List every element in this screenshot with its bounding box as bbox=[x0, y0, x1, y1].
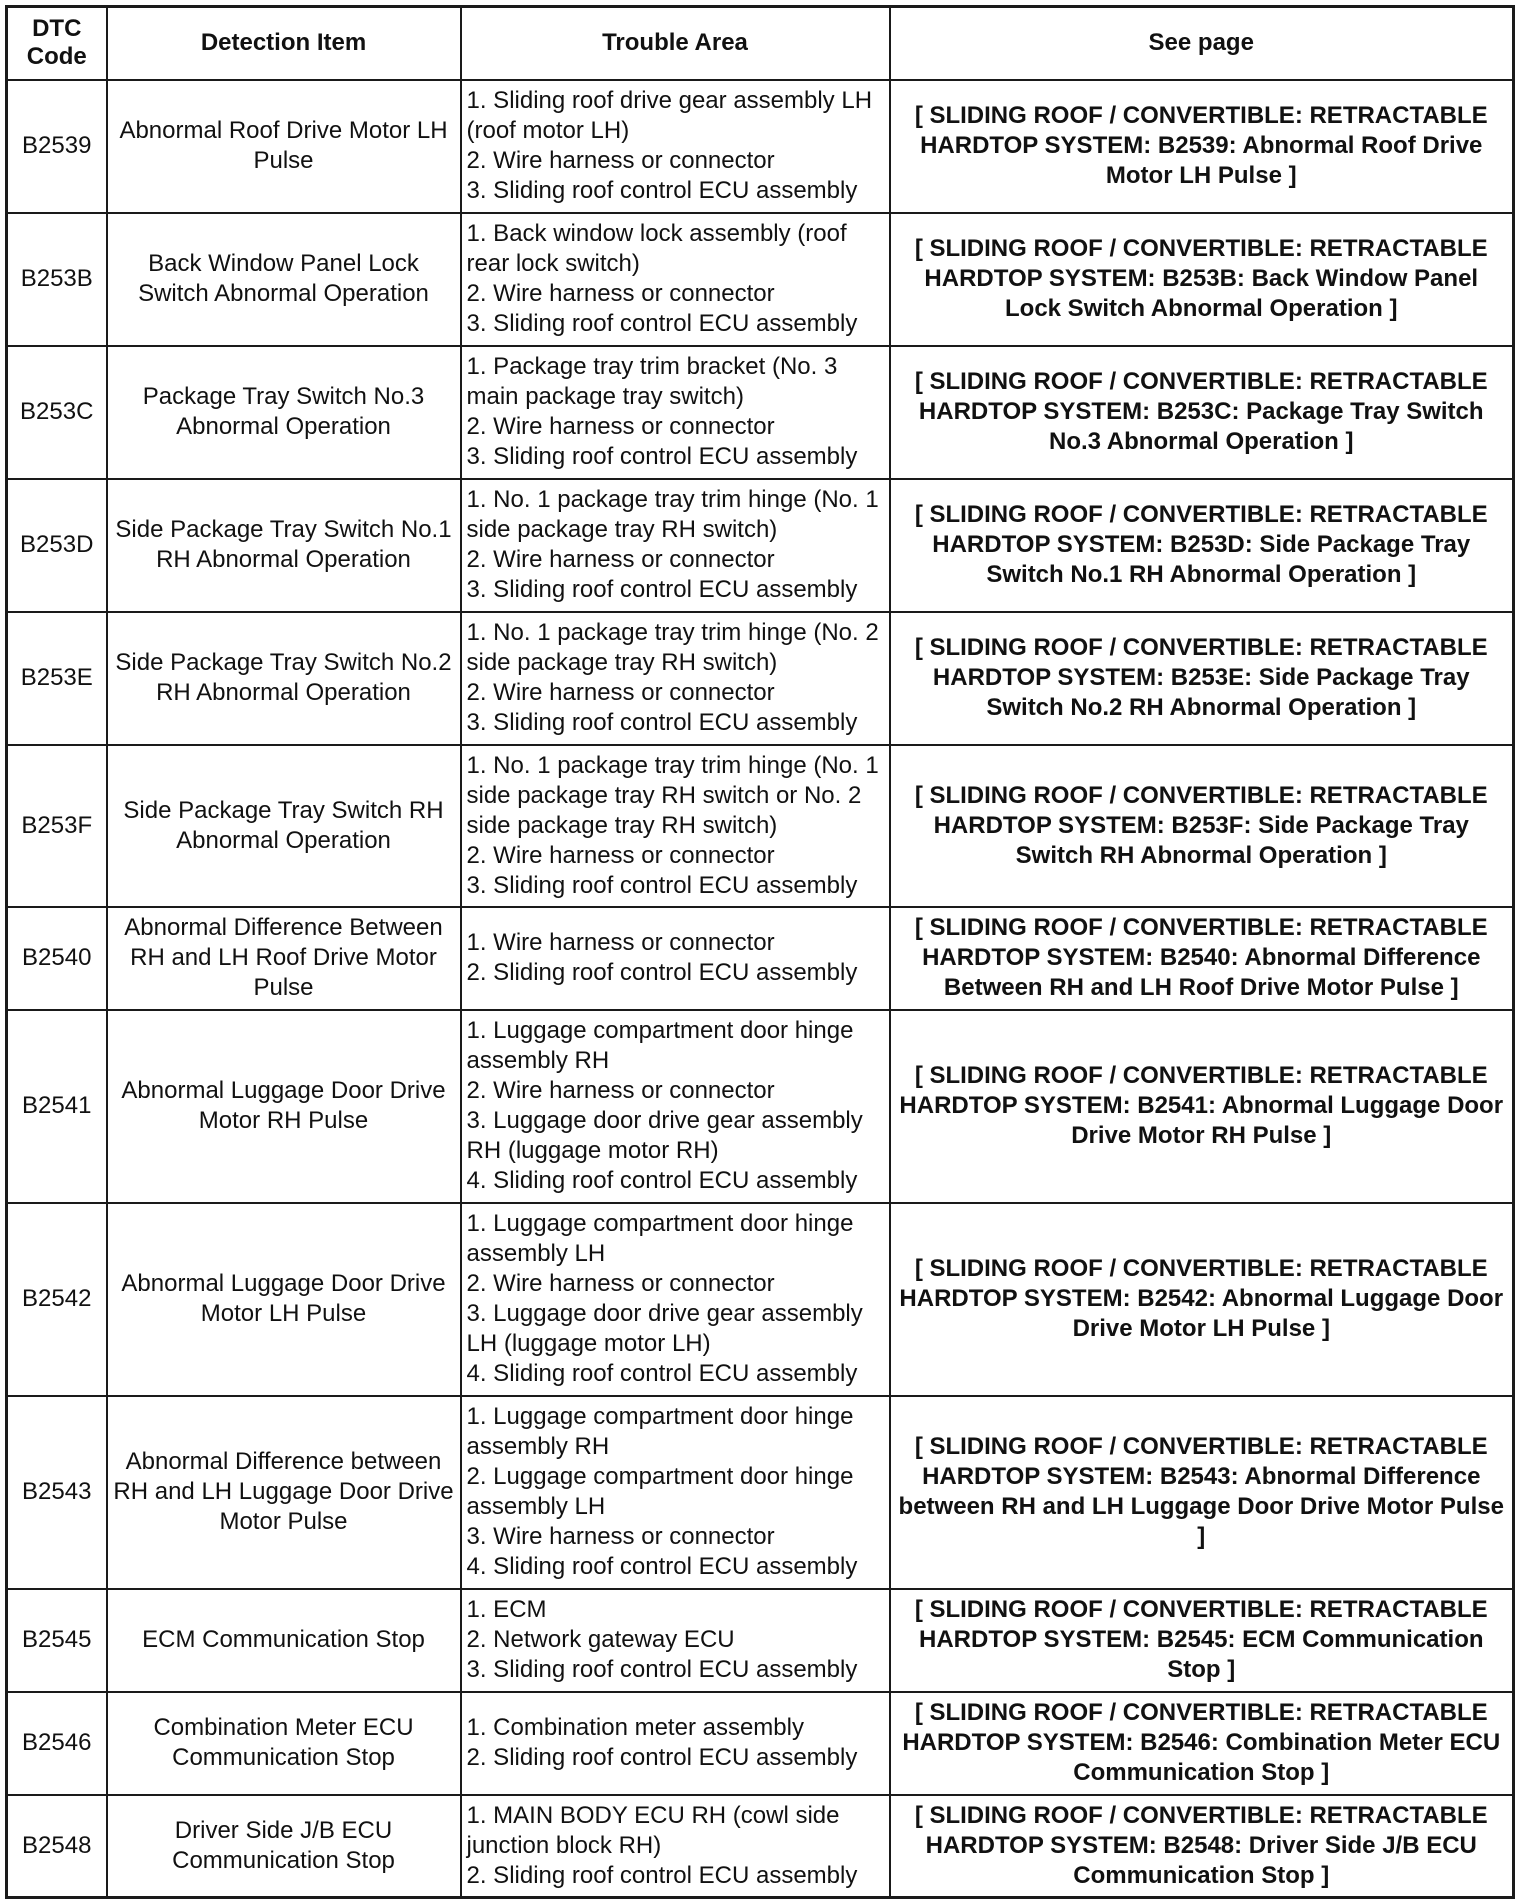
see-page-link[interactable]: [ SLIDING ROOF / CONVERTIBLE: RETRACTABLE HARDTOP SYSTEM: B253F: Side Package Tray Switch RH Abnormal Operation ] bbox=[890, 745, 1514, 907]
table-row bbox=[7, 1692, 1514, 1795]
trouble-area-line: 3. Luggage door drive gear assembly RH (luggage motor RH) bbox=[466, 1107, 863, 1164]
trouble-area-cell bbox=[461, 612, 890, 745]
see-page-link[interactable]: [ SLIDING ROOF / CONVERTIBLE: RETRACTABLE HARDTOP SYSTEM: B253C: Package Tray Switch No.3 Abnormal Operation ] bbox=[890, 346, 1514, 479]
see-page-link[interactable]: [ SLIDING ROOF / CONVERTIBLE: RETRACTABLE HARDTOP SYSTEM: B2542: Abnormal Luggage Door Drive Motor LH Pulse ] bbox=[890, 1203, 1514, 1396]
trouble-area-line: 1. MAIN BODY ECU RH (cowl side junction block RH) bbox=[466, 1801, 840, 1859]
dtc-table bbox=[5, 5, 1515, 1899]
dtc-code-cell: B2539 bbox=[7, 80, 107, 213]
table-row bbox=[7, 612, 1514, 745]
dtc-code-cell: B253E bbox=[7, 612, 107, 745]
trouble-area-line: 3. Wire harness or connector bbox=[466, 1523, 775, 1550]
detection-item-cell: Combination Meter ECU Communication Stop bbox=[107, 1692, 461, 1795]
trouble-area-line: 2. Wire harness or connector bbox=[466, 679, 775, 706]
table-row bbox=[7, 1396, 1514, 1589]
trouble-area-line: 4. Sliding roof control ECU assembly bbox=[466, 1553, 858, 1580]
trouble-area-line: 2. Sliding roof control ECU assembly bbox=[466, 1861, 858, 1889]
detection-item-cell: Driver Side J/B ECU Communication Stop bbox=[107, 1795, 461, 1898]
trouble-area-line: 3. Sliding roof control ECU assembly bbox=[466, 1656, 858, 1683]
trouble-area-line: 2. Wire harness or connector bbox=[466, 546, 775, 573]
trouble-area-line: 1. Sliding roof drive gear assembly LH (roof motor LH) bbox=[466, 87, 873, 144]
header-see-page: See page bbox=[890, 7, 1514, 80]
trouble-area-line: 1. Package tray trim bracket (No. 3 main package tray switch) bbox=[466, 353, 838, 410]
trouble-area-line: 3. Sliding roof control ECU assembly bbox=[466, 443, 858, 470]
trouble-area-line: 1. Luggage compartment door hinge assembly RH bbox=[466, 1403, 854, 1460]
table-row bbox=[7, 1203, 1514, 1396]
trouble-area-cell bbox=[461, 1010, 890, 1203]
trouble-area-cell bbox=[461, 213, 890, 346]
detection-item-cell: Abnormal Luggage Door Drive Motor LH Pulse bbox=[107, 1203, 461, 1396]
dtc-code-cell: B2540 bbox=[7, 907, 107, 1010]
dtc-code-cell: B253B bbox=[7, 213, 107, 346]
trouble-area-line: 2. Wire harness or connector bbox=[466, 413, 775, 440]
detection-item-cell: Side Package Tray Switch No.2 RH Abnormal Operation bbox=[107, 612, 461, 745]
detection-item-cell: Abnormal Difference between RH and LH Luggage Door Drive Motor Pulse bbox=[107, 1396, 461, 1589]
trouble-area-cell bbox=[461, 907, 890, 1010]
trouble-area-cell bbox=[461, 80, 890, 213]
table-body bbox=[7, 80, 1514, 1898]
trouble-area-cell bbox=[461, 479, 890, 612]
trouble-area-line: 1. Luggage compartment door hinge assembly LH bbox=[466, 1210, 854, 1267]
trouble-area-line: 1. Wire harness or connector bbox=[466, 929, 775, 956]
trouble-area-cell bbox=[461, 346, 890, 479]
dtc-code-cell: B2543 bbox=[7, 1396, 107, 1589]
table-row bbox=[7, 346, 1514, 479]
dtc-code-cell: B2546 bbox=[7, 1692, 107, 1795]
trouble-area-cell bbox=[461, 745, 890, 907]
dtc-code-cell: B2545 bbox=[7, 1589, 107, 1692]
header-detection-item: Detection Item bbox=[107, 7, 461, 80]
table-row bbox=[7, 479, 1514, 612]
trouble-area-line: 2. Wire harness or connector bbox=[466, 147, 775, 174]
trouble-area-cell bbox=[461, 1203, 890, 1396]
dtc-code-cell: B2548 bbox=[7, 1795, 107, 1898]
trouble-area-line: 1. ECM bbox=[466, 1596, 547, 1623]
trouble-area-cell bbox=[461, 1396, 890, 1589]
dtc-code-cell: B253D bbox=[7, 479, 107, 612]
detection-item-cell: Abnormal Difference Between RH and LH Roof Drive Motor Pulse bbox=[107, 907, 461, 1010]
see-page-link[interactable]: [ SLIDING ROOF / CONVERTIBLE: RETRACTABLE HARDTOP SYSTEM: B2548: Driver Side J/B ECU Communication Stop ] bbox=[890, 1795, 1514, 1898]
trouble-area-line: 3. Sliding roof control ECU assembly bbox=[466, 177, 858, 204]
detection-item-cell: Package Tray Switch No.3 Abnormal Operation bbox=[107, 346, 461, 479]
detection-item-cell: Side Package Tray Switch RH Abnormal Operation bbox=[107, 745, 461, 907]
trouble-area-line: 2. Sliding roof control ECU assembly bbox=[466, 959, 858, 986]
see-page-link[interactable]: [ SLIDING ROOF / CONVERTIBLE: RETRACTABLE HARDTOP SYSTEM: B253D: Side Package Tray Switch No.1 RH Abnormal Operation ] bbox=[890, 479, 1514, 612]
see-page-link[interactable]: [ SLIDING ROOF / CONVERTIBLE: RETRACTABLE HARDTOP SYSTEM: B2540: Abnormal Difference Between RH and LH Roof Drive Motor Pulse ] bbox=[890, 907, 1514, 1010]
see-page-link[interactable]: [ SLIDING ROOF / CONVERTIBLE: RETRACTABLE HARDTOP SYSTEM: B2543: Abnormal Difference between RH and LH Luggage Door Drive Motor Pulse ] bbox=[890, 1396, 1514, 1589]
trouble-area-line: 4. Sliding roof control ECU assembly bbox=[466, 1167, 858, 1194]
detection-item-cell: Abnormal Roof Drive Motor LH Pulse bbox=[107, 80, 461, 213]
trouble-area-line: 2. Sliding roof control ECU assembly bbox=[466, 1744, 858, 1771]
trouble-area-line: 3. Sliding roof control ECU assembly bbox=[466, 310, 858, 337]
table-row bbox=[7, 907, 1514, 1010]
detection-item-cell: Back Window Panel Lock Switch Abnormal Operation bbox=[107, 213, 461, 346]
table-row bbox=[7, 1589, 1514, 1692]
see-page-link[interactable]: [ SLIDING ROOF / CONVERTIBLE: RETRACTABLE HARDTOP SYSTEM: B2541: Abnormal Luggage Door Drive Motor RH Pulse ] bbox=[890, 1010, 1514, 1203]
see-page-link[interactable]: [ SLIDING ROOF / CONVERTIBLE: RETRACTABLE HARDTOP SYSTEM: B2546: Combination Meter ECU Communication Stop ] bbox=[890, 1692, 1514, 1795]
see-page-link[interactable]: [ SLIDING ROOF / CONVERTIBLE: RETRACTABLE HARDTOP SYSTEM: B253E: Side Package Tray Switch No.2 RH Abnormal Operation ] bbox=[890, 612, 1514, 745]
trouble-area-line: 3. Sliding roof control ECU assembly bbox=[466, 871, 858, 899]
table-row bbox=[7, 1010, 1514, 1203]
header-dtc-code: DTC Code bbox=[7, 7, 107, 80]
trouble-area-line: 4. Sliding roof control ECU assembly bbox=[466, 1360, 858, 1387]
trouble-area-line: 1. No. 1 package tray trim hinge (No. 2 side package tray RH switch) bbox=[466, 619, 879, 676]
trouble-area-line: 1. No. 1 package tray trim hinge (No. 1 side package tray RH switch or No. 2 side package tray RH switch) bbox=[466, 751, 879, 839]
trouble-area-line: 2. Luggage compartment door hinge assembly LH bbox=[466, 1463, 854, 1520]
trouble-area-line: 1. Back window lock assembly (roof rear lock switch) bbox=[466, 220, 847, 277]
trouble-area-line: 2. Wire harness or connector bbox=[466, 280, 775, 307]
detection-item-cell: Side Package Tray Switch No.1 RH Abnormal Operation bbox=[107, 479, 461, 612]
trouble-area-line: 1. Luggage compartment door hinge assembly RH bbox=[466, 1017, 854, 1074]
trouble-area-cell bbox=[461, 1589, 890, 1692]
trouble-area-line: 3. Sliding roof control ECU assembly bbox=[466, 709, 858, 736]
table-row bbox=[7, 80, 1514, 213]
header-row bbox=[7, 7, 1514, 80]
dtc-code-cell: B253F bbox=[7, 745, 107, 907]
see-page-link[interactable]: [ SLIDING ROOF / CONVERTIBLE: RETRACTABLE HARDTOP SYSTEM: B253B: Back Window Panel Lock Switch Abnormal Operation ] bbox=[890, 213, 1514, 346]
trouble-area-line: 2. Wire harness or connector bbox=[466, 1270, 775, 1297]
see-page-link[interactable]: [ SLIDING ROOF / CONVERTIBLE: RETRACTABLE HARDTOP SYSTEM: B2539: Abnormal Roof Drive Motor LH Pulse ] bbox=[890, 80, 1514, 213]
trouble-area-line: 2. Wire harness or connector bbox=[466, 841, 775, 869]
trouble-area-line: 3. Sliding roof control ECU assembly bbox=[466, 576, 858, 603]
header-trouble-area: Trouble Area bbox=[461, 7, 890, 80]
trouble-area-cell bbox=[461, 1795, 890, 1898]
dtc-code-cell: B2542 bbox=[7, 1203, 107, 1396]
trouble-area-line: 2. Network gateway ECU bbox=[466, 1626, 735, 1653]
see-page-link[interactable]: [ SLIDING ROOF / CONVERTIBLE: RETRACTABLE HARDTOP SYSTEM: B2545: ECM Communication Stop ] bbox=[890, 1589, 1514, 1692]
table-row bbox=[7, 213, 1514, 346]
trouble-area-cell bbox=[461, 1692, 890, 1795]
detection-item-cell: ECM Communication Stop bbox=[107, 1589, 461, 1692]
trouble-area-line: 3. Luggage door drive gear assembly LH (luggage motor LH) bbox=[466, 1300, 863, 1357]
trouble-area-line: 1. No. 1 package tray trim hinge (No. 1 side package tray RH switch) bbox=[466, 486, 879, 543]
table-row bbox=[7, 745, 1514, 907]
dtc-code-cell: B2541 bbox=[7, 1010, 107, 1203]
dtc-code-cell: B253C bbox=[7, 346, 107, 479]
trouble-area-line: 2. Wire harness or connector bbox=[466, 1077, 775, 1104]
table-row bbox=[7, 1795, 1514, 1898]
trouble-area-line: 1. Combination meter assembly bbox=[466, 1714, 804, 1741]
detection-item-cell: Abnormal Luggage Door Drive Motor RH Pulse bbox=[107, 1010, 461, 1203]
